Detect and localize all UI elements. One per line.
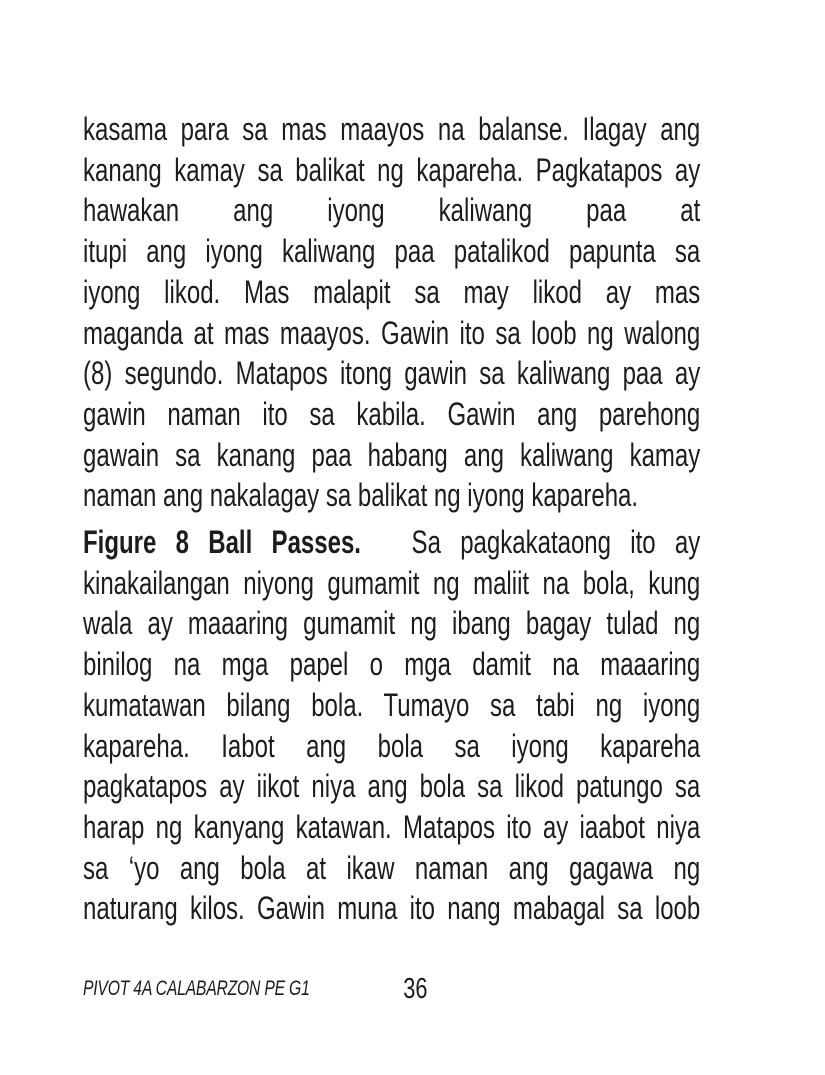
text-line: iyong likod. Mas malapit sa may likod ay mas — [83, 273, 701, 310]
text-line: maganda at mas maayos. Gawin ito sa loob ng walong — [83, 314, 701, 351]
text-line: hawakan ang iyong kaliwang paa at — [83, 192, 701, 229]
text-line: gawin naman ito sa kabila. Gawin ang parehong — [83, 395, 701, 432]
text-line: gawain sa kanang paa habang ang kaliwang kamay — [83, 436, 701, 473]
heading-rest-text: Sa pagkakataong ito ay — [411, 524, 701, 561]
text-line-with-heading — [83, 522, 700, 563]
text-line: naman ang nakalagay sa balikat ng iyong kapareha. — [83, 477, 639, 514]
tab-spacer — [380, 552, 392, 553]
text-line: naturang kilos. Gawin muna ito nang mabagal sa loob — [83, 890, 701, 927]
text-line: kasama para sa mas maayos na balanse. Ilagay ang — [83, 111, 701, 147]
paragraph-2 — [83, 522, 700, 929]
page-footer — [83, 972, 700, 1006]
page-number: 36 — [403, 973, 428, 1006]
text-line: kanang kamay sa balikat ng kapareha. Pagkatapos ay — [83, 151, 701, 188]
text-line: binilog na mga papel o mga damit na maaaring — [83, 646, 701, 683]
text-line: kinakailangan niyong gumamit ng maliit na bola, kung — [83, 564, 701, 601]
paragraph-1 — [83, 109, 700, 516]
text-line: harap ng kanyang katawan. Matapos ito ay iaabot niya — [83, 808, 701, 845]
figure-heading: Figure 8 Ball Passes. — [83, 524, 361, 561]
text-line: pagkatapos ay iikot niya ang bola sa likod patungo sa — [83, 768, 701, 805]
text-line: wala ay maaaring gumamit ng ibang bagay tulad ng — [83, 605, 701, 642]
text-line: (8) segundo. Matapos itong gawin sa kaliwang paa ay — [83, 355, 701, 392]
text-line: kumatawan bilang bola. Tumayo sa tabi ng iyong — [83, 686, 701, 723]
footer-label: PIVOT 4A CALABARZON PE G1 — [83, 977, 310, 1001]
text-line: sa ‘yo ang bola at ikaw naman ang gagawa ng — [83, 849, 701, 886]
text-line: itupi ang iyong kaliwang paa patalikod papunta sa — [83, 233, 701, 270]
text-line: kapareha. Iabot ang bola sa iyong kapareha — [83, 727, 701, 764]
text-column — [83, 109, 700, 1006]
